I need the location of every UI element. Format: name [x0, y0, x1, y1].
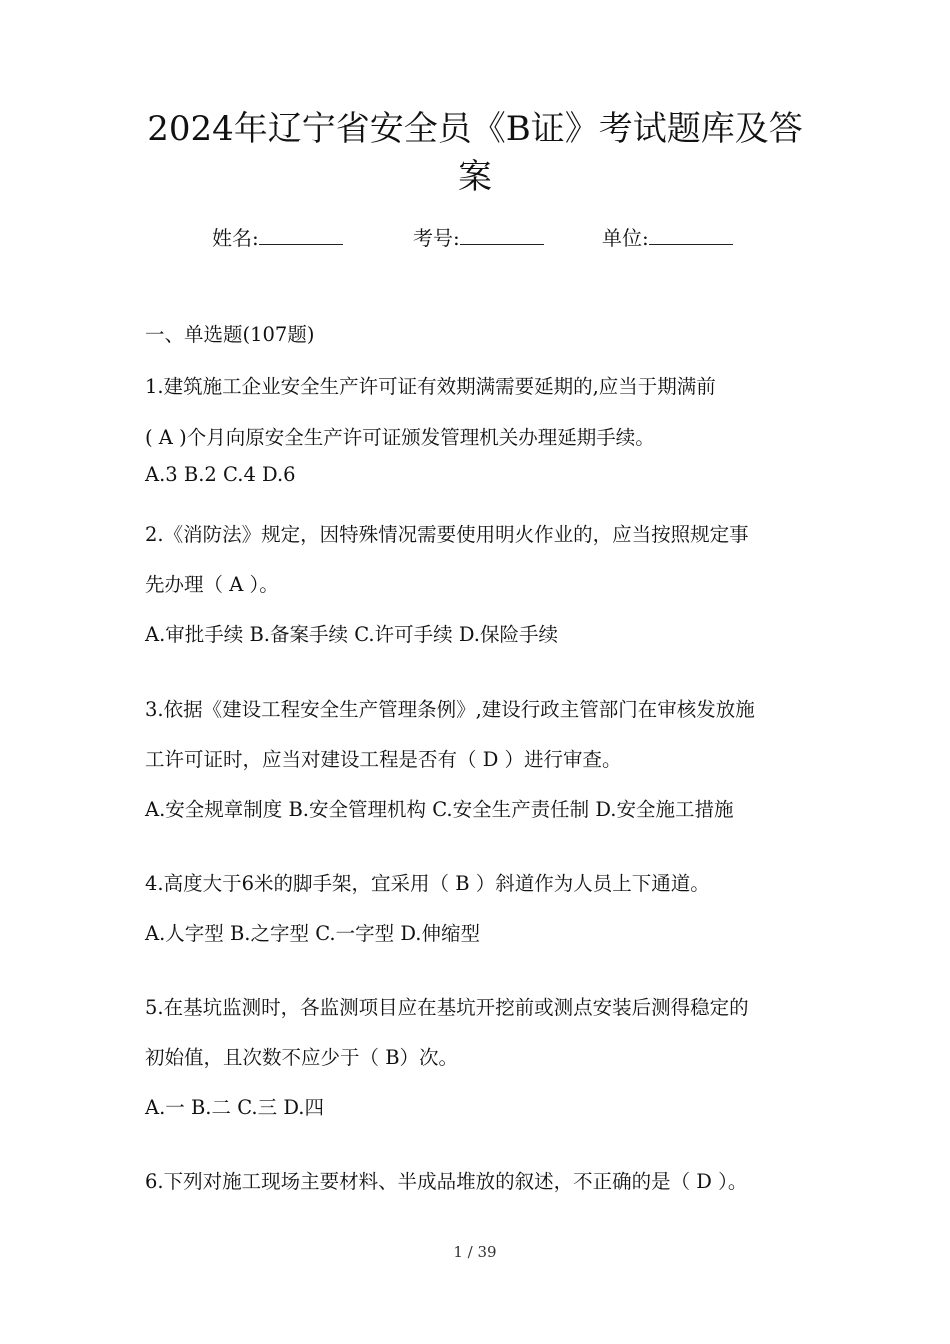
unit-label: 单位: — [602, 226, 649, 250]
question-3-line-1: 3.依据《建设工程安全生产管理条例》,建设行政主管部门在审核发放施 — [145, 698, 755, 721]
question-1-line-1: 1.建筑施工企业安全生产许可证有效期满需要延期的,应当于期满前 — [145, 375, 716, 398]
exam-number-blank[interactable] — [460, 222, 544, 245]
question-5-options: A.一 B.二 C.三 D.四 — [145, 1096, 324, 1119]
section-heading: 一、单选题(107题) — [145, 323, 315, 346]
question-3-line-2: 工许可证时，应当对建设工程是否有（ D ）进行审查。 — [145, 748, 622, 771]
question-6-line-1: 6.下列对施工现场主要材料、半成品堆放的叙述，不正确的是（ D ）。 — [145, 1170, 748, 1193]
question-3-options: A.安全规章制度 B.安全管理机构 C.安全生产责任制 D.安全施工措施 — [145, 798, 734, 821]
question-1-options: A.3 B.2 C.4 D.6 — [145, 463, 296, 486]
unit-blank[interactable] — [649, 222, 733, 245]
document-title-line-1: 2024年辽宁省安全员《B证》考试题库及答 — [147, 109, 803, 149]
page-number: 1 / 39 — [453, 1243, 497, 1261]
name-blank[interactable] — [259, 222, 343, 245]
exam-number-field[interactable] — [413, 222, 544, 253]
name-label: 姓名: — [212, 226, 259, 250]
unit-field[interactable] — [602, 222, 733, 253]
question-5-line-1: 5.在基坑监测时，各监测项目应在基坑开挖前或测点安装后测得稳定的 — [145, 996, 749, 1019]
document-title-line-2: 案 — [458, 157, 492, 197]
question-5-line-2: 初始值，且次数不应少于（ B）次。 — [145, 1046, 459, 1069]
question-2-line-1: 2.《消防法》规定，因特殊情况需要使用明火作业的，应当按照规定事 — [145, 523, 749, 546]
question-4-options: A.人字型 B.之字型 C.一字型 D.伸缩型 — [145, 922, 480, 945]
name-field[interactable] — [212, 222, 343, 253]
exam-number-label: 考号: — [413, 226, 460, 250]
question-4-line-1: 4.高度大于6米的脚手架，宜采用（ B ）斜道作为人员上下通道。 — [145, 872, 710, 895]
question-2-options: A.审批手续 B.备案手续 C.许可手续 D.保险手续 — [145, 623, 558, 646]
question-2-line-2: 先办理（ A ）。 — [145, 573, 279, 596]
question-1-line-2: ( A )个月向原安全生产许可证颁发管理机关办理延期手续。 — [145, 426, 655, 449]
